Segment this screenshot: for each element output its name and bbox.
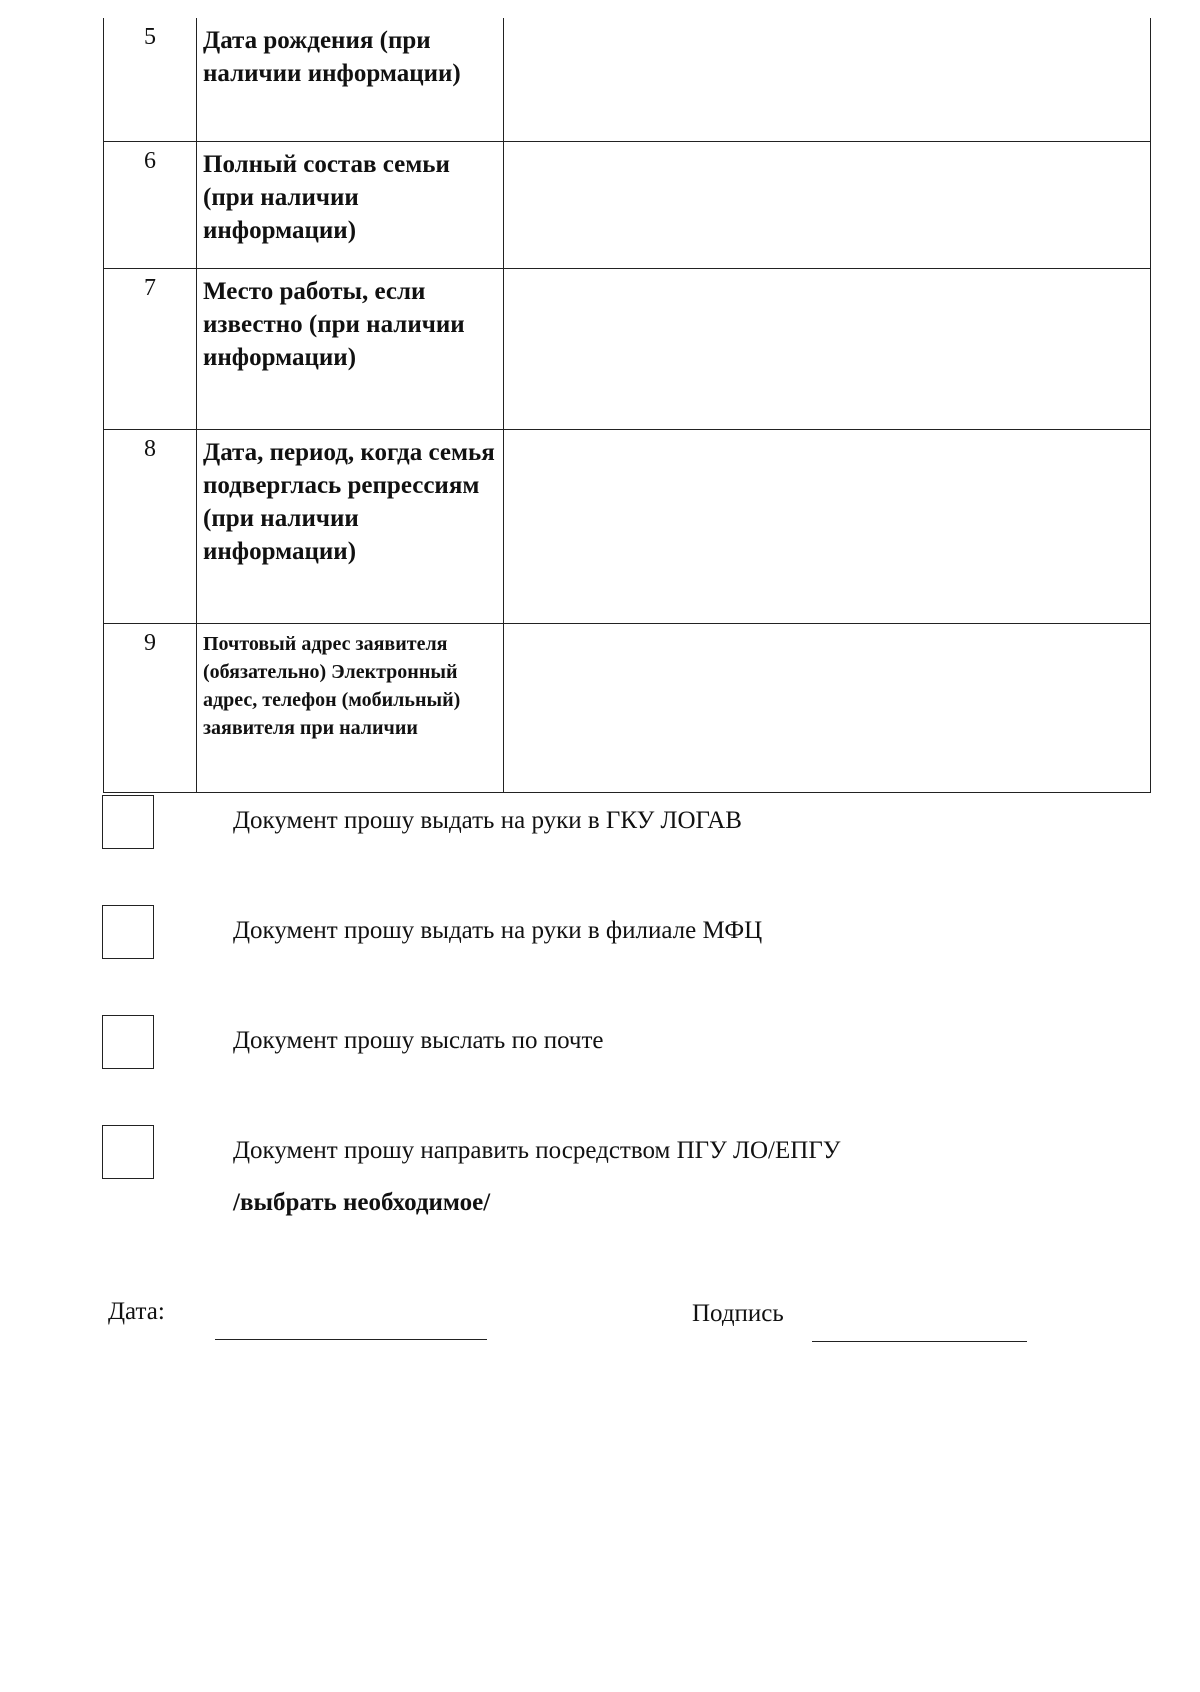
row-number: 6 bbox=[104, 142, 197, 269]
checkbox[interactable] bbox=[102, 1125, 154, 1179]
row-value-field[interactable] bbox=[504, 269, 1151, 430]
info-table bbox=[103, 18, 1151, 793]
row-label: Дата рождения (при наличии информации) bbox=[197, 18, 504, 142]
row-value-field[interactable] bbox=[504, 624, 1151, 793]
row-number: 8 bbox=[104, 430, 197, 624]
delivery-option-portal bbox=[102, 1125, 1102, 1185]
selection-hint: /выбрать необходимое/ bbox=[233, 1189, 491, 1216]
table-row bbox=[104, 430, 1151, 624]
date-field[interactable] bbox=[215, 1339, 487, 1340]
row-label: Место работы, если известно (при наличии информации) bbox=[197, 269, 504, 430]
table-row bbox=[104, 624, 1151, 793]
row-value-field[interactable] bbox=[504, 142, 1151, 269]
row-number: 5 bbox=[104, 18, 197, 142]
row-number: 9 bbox=[104, 624, 197, 793]
checkbox[interactable] bbox=[102, 795, 154, 849]
option-label: Документ прошу направить посредством ПГУ ЛО/ЕПГУ bbox=[233, 1137, 841, 1164]
option-label: Документ прошу выдать на руки в филиале МФЦ bbox=[233, 917, 763, 944]
delivery-option-logav bbox=[102, 795, 1102, 855]
option-label: Документ прошу выдать на руки в ГКУ ЛОГАВ bbox=[233, 807, 742, 834]
delivery-option-mfc bbox=[102, 905, 1102, 965]
signature-label: Подпись bbox=[692, 1300, 784, 1327]
table-row bbox=[104, 18, 1151, 142]
row-label: Полный состав семьи (при наличии информации) bbox=[197, 142, 504, 269]
checkbox[interactable] bbox=[102, 905, 154, 959]
row-label: Почтовый адрес заявителя (обязательно) Электронный адрес, телефон (мобильный) заявителя при наличии bbox=[197, 624, 504, 793]
option-label: Документ прошу выслать по почте bbox=[233, 1027, 604, 1054]
row-value-field[interactable] bbox=[504, 18, 1151, 142]
row-value-field[interactable] bbox=[504, 430, 1151, 624]
table-row bbox=[104, 269, 1151, 430]
row-label: Дата, период, когда семья подверглась репрессиям (при наличии информации) bbox=[197, 430, 504, 624]
date-label: Дата: bbox=[108, 1298, 165, 1325]
checkbox[interactable] bbox=[102, 1015, 154, 1069]
delivery-option-mail bbox=[102, 1015, 1102, 1075]
row-number: 7 bbox=[104, 269, 197, 430]
table-row bbox=[104, 142, 1151, 269]
signature-field[interactable] bbox=[812, 1341, 1027, 1342]
